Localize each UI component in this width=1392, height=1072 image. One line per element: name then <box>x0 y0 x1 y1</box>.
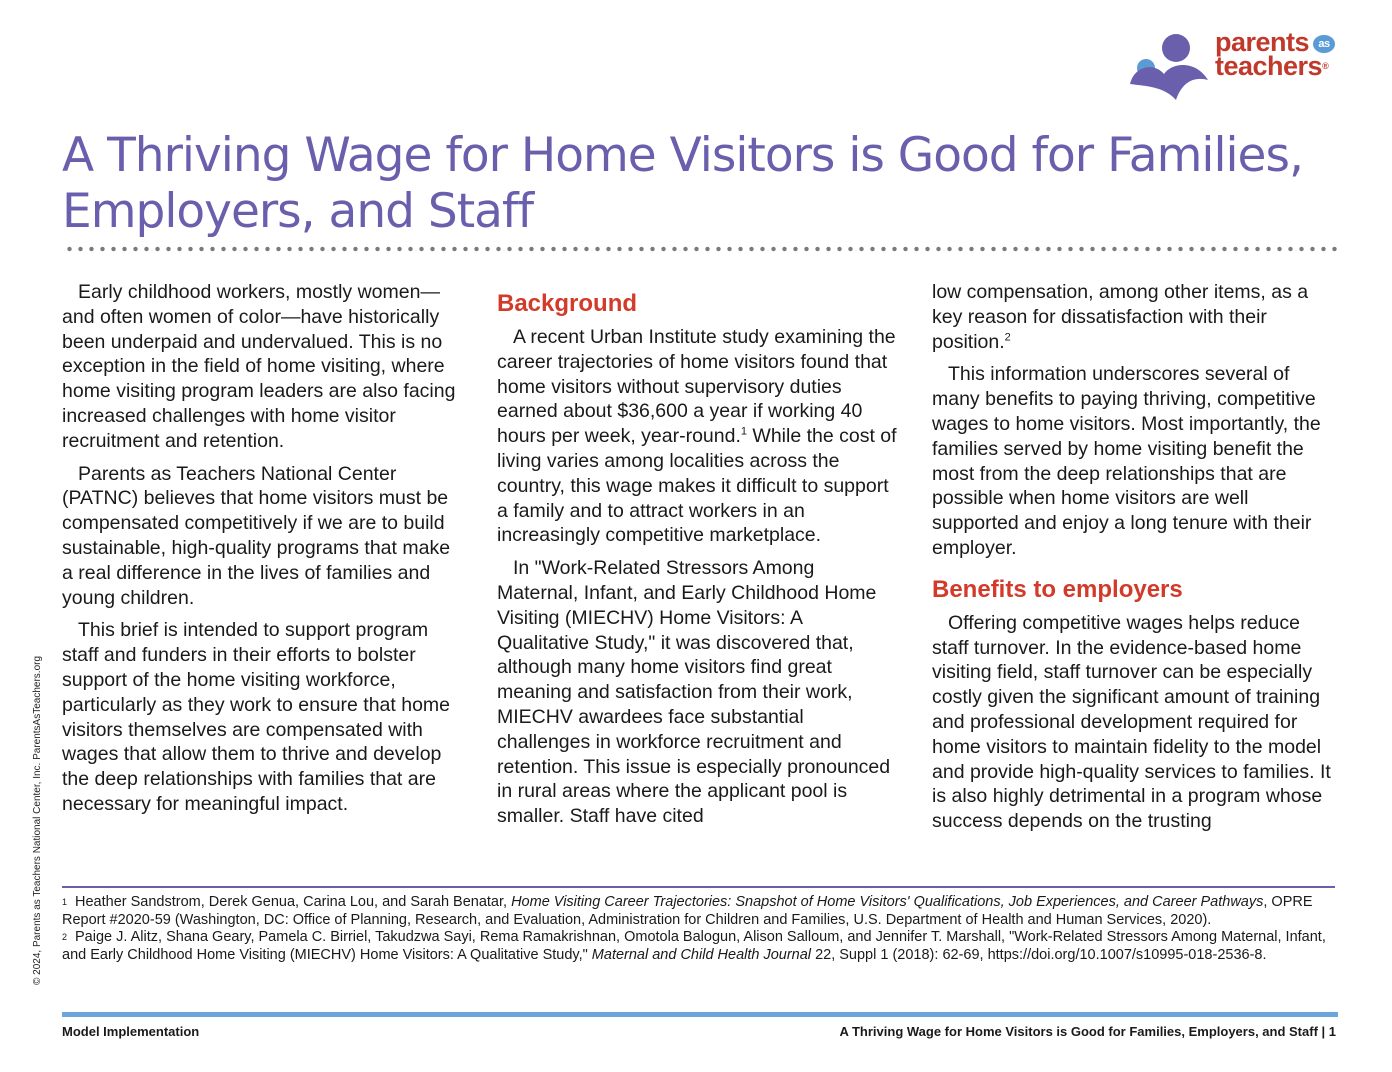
column-1 <box>62 280 462 825</box>
col2-paragraph-1 <box>497 325 897 548</box>
footnote-2-text-post: 22, Suppl 1 (2018): 62-69, https://doi.org/10.1007/s10995-018-2536-8. <box>811 946 1267 963</box>
dotted-divider <box>64 246 1340 252</box>
logo-line2: teachers <box>1215 51 1323 81</box>
footnote-1 <box>62 894 1337 929</box>
col3-paragraph-1: This information underscores several of many benefits to paying thriving, competitive wages to home visitors. Most importantly, the families served by home visiting benefit the most from the deep relationships that are possible when home visitors are well supported and enjoy a long tenure with their employer. <box>932 363 1321 559</box>
col1-paragraph-2: Parents as Teachers National Center (PATNC) believes that home visitors must be compensated competitively if we are to build sustainable, high-quality programs that make a real difference in the lives of families and young children. <box>62 462 451 609</box>
footer-divider <box>62 1012 1338 1017</box>
footnotes <box>62 894 1337 964</box>
footnote-2 <box>62 929 1337 964</box>
footer-page-title: A Thriving Wage for Home Visitors is Good for Families, Employers, and Staff | 1 <box>839 1024 1336 1039</box>
col3-paragraph-0 <box>932 280 1332 354</box>
col2-p1-text-a: A recent Urban Institute study examining the career trajectories of home visitors found that home visitors without supervisory duties earned about $36,600 a year if working 40 hours per week, year-round. <box>497 326 896 448</box>
benefits-heading: Benefits to employers <box>932 575 1183 603</box>
page-title: A Thriving Wage for Home Visitors is Good for Families, Employers, and Staff <box>62 128 1303 239</box>
logo-as-badge: as <box>1313 35 1335 53</box>
logo-line1: parents <box>1215 27 1310 57</box>
footnote-2-number: 2 <box>62 932 68 942</box>
footnote-ref-2[interactable]: 2 <box>1004 331 1011 344</box>
footnote-divider <box>62 886 1335 888</box>
logo-registered-mark: ® <box>1322 61 1329 71</box>
column-2 <box>497 285 897 837</box>
col2-paragraph-2: In "Work-Related Stressors Among Maternal, Infant, and Early Childhood Home Visiting (MIECHV) Home Visitors: A Qualitative Study," it was discovered that, although many home visitors find great meaning and satisfaction from their work, MIECHV awardees face substantial challenges in workforce recruitment and retention. This issue is especially pronounced in rural areas where the applicant pool is smaller. Staff have cited <box>497 557 891 828</box>
footnote-ref-1[interactable]: 1 <box>740 425 747 438</box>
col3-p0-text: low compensation, among other items, as a key reason for dissatisfaction with their position. <box>932 281 1309 353</box>
logo-wordmark <box>1215 27 1335 81</box>
footnote-1-text: Heather Sandstrom, Derek Genua, Carina Lou, and Sarah Benatar, <box>75 894 512 910</box>
column-3 <box>932 280 1332 842</box>
col1-paragraph-1: Early childhood workers, mostly women—and often women of color—have historically been underpaid and undervalued. This is no exception in the field of home visiting, where home visiting program leaders are also facing increased challenges with home visitor recruitment and retention. <box>62 281 456 452</box>
col1-paragraph-3: This brief is intended to support program staff and funders in their efforts to bolster support of the home visiting workforce, particularly as they work to ensure that home visitors themselves are compensated with wages that allow them to thrive and develop the deep relationships with families that are necessary for meaningful impact. <box>62 619 451 815</box>
footnote-2-journal: Maternal and Child Health Journal <box>591 946 812 963</box>
footer-section-label: Model Implementation <box>62 1024 200 1039</box>
footnote-1-text-post: , OPRE Report #2020-59 (Washington, DC: Office of Planning, Research, and Evaluation, Administration for Children and Families, U.S. Department of Health and Human Services, 2020). <box>62 894 1313 928</box>
footnote-2-text: Paige J. Alitz, Shana Geary, Pamela C. Birriel, Takudzwa Sayi, Rema Ramakrishnan, Omotola Balogun, Alison Salloum, and Jennifer T. Marshall, "Work-Related Stressors Among Maternal, Infant, and Early Childhood Home Visiting (MIECHV) Home Visitors: A Qualitative Study," <box>62 929 1326 963</box>
footnote-1-number: 1 <box>62 897 68 907</box>
background-heading: Background <box>497 290 638 317</box>
col3-paragraph-2: Offering competitive wages helps reduce staff turnover. In the evidence-based home visiting field, staff turnover can be especially costly given the significant amount of training and professional development required for home visitors to maintain fidelity to the model and provide high-quality services to families. It is also highly detrimental in a program whose success depends on the trusting <box>932 611 1331 833</box>
copyright-sidebar: © 2024, Parents as Teachers National Center, Inc. ParentsAsTeachers.org <box>32 655 43 985</box>
footnote-1-title: Home Visiting Career Trajectories: Snapshot of Home Visitors' Qualifications, Job Experiences, and Career Pathways <box>511 894 1264 910</box>
col2-p1-text-b: While the cost of living varies among localities across the country, this wage makes it difficult to support a family and to attract workers in an increasingly competitive marketplace. <box>497 425 897 547</box>
